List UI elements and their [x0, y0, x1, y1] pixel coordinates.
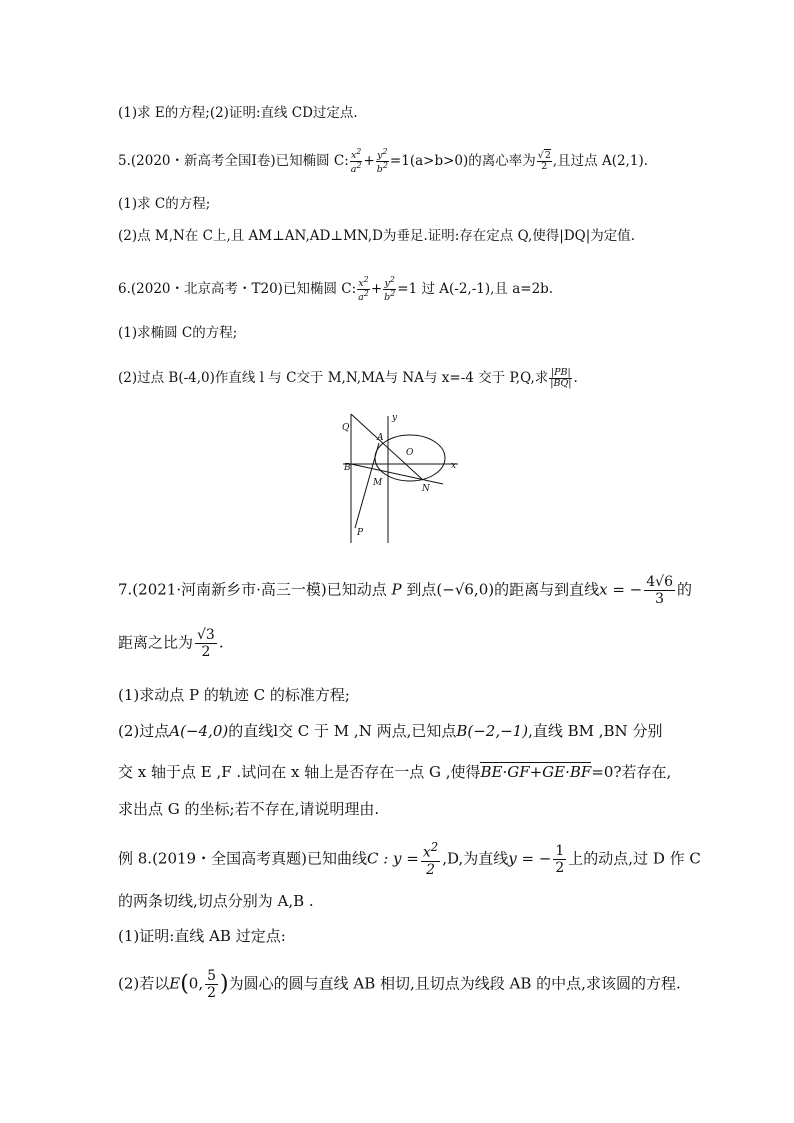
label-a: A	[377, 433, 384, 443]
problem-7-part-2-end: 求出点 G 的坐标;若不存在,请说明理由.	[118, 800, 380, 818]
line-bn	[351, 464, 443, 484]
label-y: y	[392, 413, 398, 423]
problem-6-part-1: (1)求椭圆 C的方程;	[118, 325, 238, 341]
line-qn	[351, 414, 423, 480]
label-o: O	[406, 448, 414, 458]
ellipse-c	[375, 435, 445, 481]
problem-7-part-1: (1)求动点 P 的轨迹 C 的标准方程;	[118, 686, 350, 704]
problem-5-part-1: (1)求 C的方程;	[118, 196, 211, 212]
example-8-statement-cont: 的两条切线,切点分别为 A,B .	[118, 892, 314, 910]
problem-7-statement: 7.(2021·河南新乡市·高三一模)已知动点 P 到点(−√6,0)的距离与到直线x = − $\frac{4√6}{3}$ 的	[118, 574, 693, 608]
problem-7-part-2: (2)过点A(−4,0)的直线l交 C 于 M ,N 两点,已知点B(−2,−1),直线 BM ,BN 分别	[118, 722, 663, 740]
example-8-part-2: (2)若以E(0, $\frac{5}{2}$ )为圆心的圆与直线 AB 相切,且切点为线段 AB 的中点,求该圆的方程.	[118, 968, 681, 1002]
problem-6-statement: 6.(2020・北京高考・T20)已知椭圆 C: $\frac{x^2}{a^2}$ + $\frac{y^2}{b^2}$ =1 过 A(-2,-1),且 a=2b.	[118, 275, 554, 304]
example-8-statement: 例 8.(2019・全国高考真题)已知曲线C : y = $\frac{x^2}{2}$ ,D,为直线y = − $\frac{1}{2}$ 上的动点,过 D 作 C	[118, 840, 701, 878]
problem-4-parts: (1)求 E的方程;(2)证明:直线 CD过定点.	[118, 105, 358, 121]
ellipse-diagram	[333, 408, 463, 548]
label-m: M	[373, 478, 383, 488]
example-8-part-1: (1)证明:直线 AB 过定点:	[118, 927, 286, 945]
label-n: N	[422, 484, 430, 494]
problem-7-part-2-cont: 交 x 轴于点 E ,F .试问在 x 轴上是否存在一点 G ,使得BE·GF+GE·BF=0?若存在,	[118, 763, 672, 781]
problem-5-part-2: (2)点 M,N在 C上,且 AM⊥AN,AD⊥MN,D为垂足.证明:存在定点 Q,使得|DQ|为定值.	[118, 228, 636, 244]
label-b: B	[344, 463, 351, 473]
label-p: P	[357, 528, 364, 538]
problem-5-statement: 5.(2020・新高考全国Ⅰ卷)已知椭圆 C: $\frac{x^2}{a^2}$ + $\frac{y^2}{b^2}$ =1(a>b>0)的离心率为 $\frac{√2}{2}$ ,且过点 A(2,1).	[118, 147, 649, 176]
problem-6-part-2: (2)过点 B(-4,0)作直线 l 与 C交于 M,N,MA与 NA与 x=-4 交于 P,Q,求 $\frac{|PB|}{|BQ|}$ .	[118, 367, 578, 389]
label-q: Q	[342, 423, 350, 433]
problem-7-ratio: 距离之比为 $\frac{√3}{2}$ .	[118, 627, 224, 661]
label-x: x	[451, 461, 457, 471]
